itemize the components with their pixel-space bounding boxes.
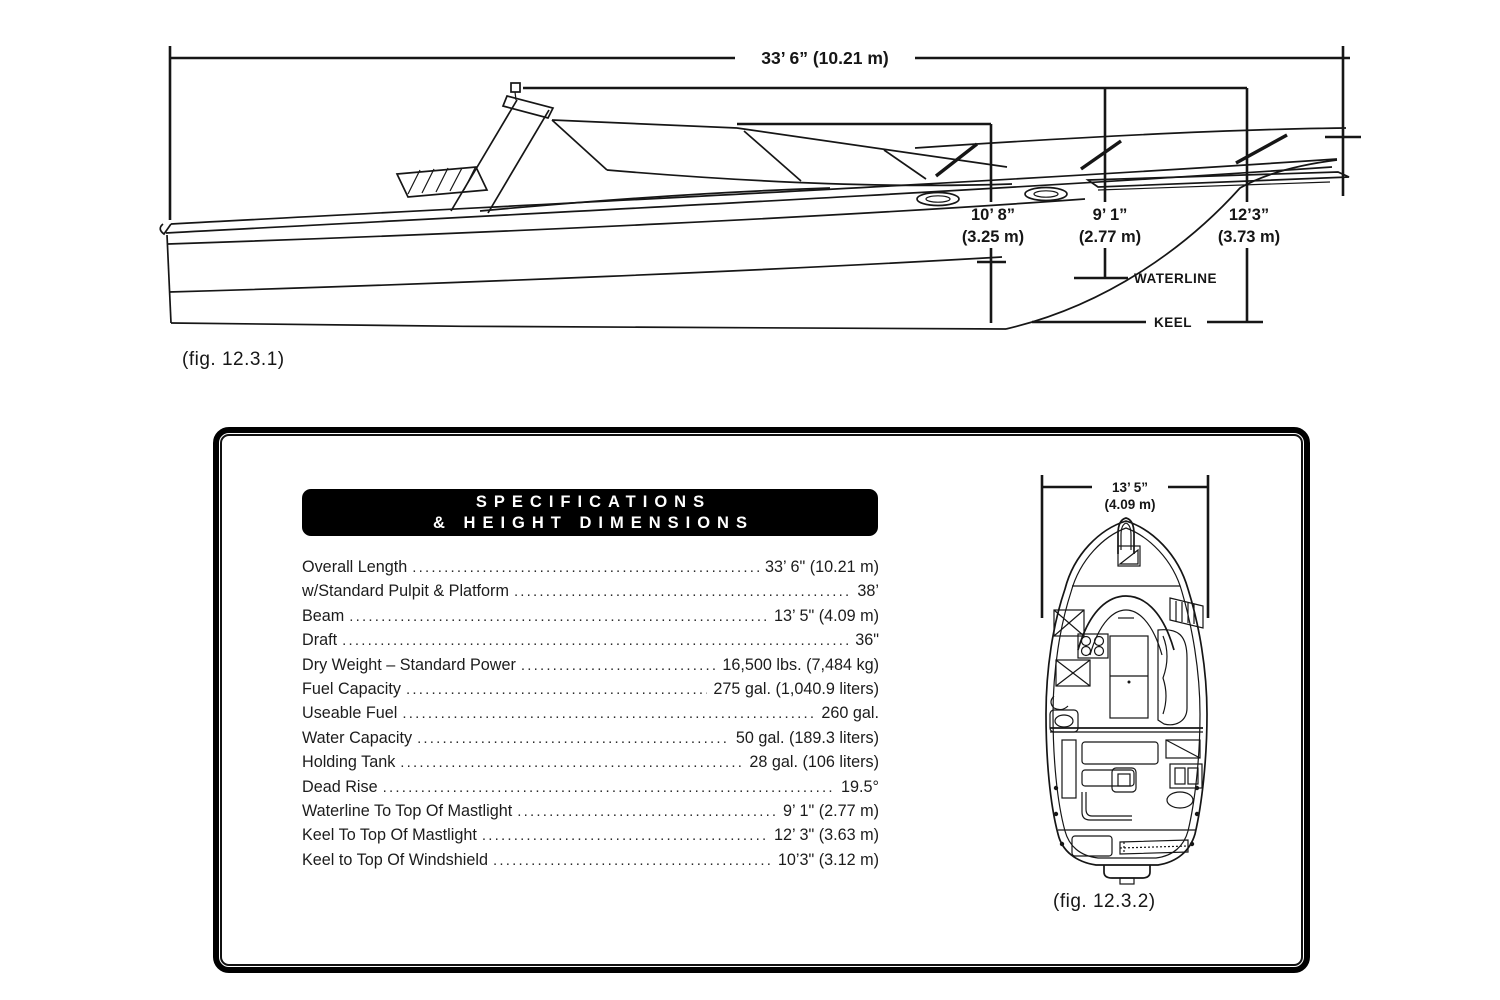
spec-row-label: Useable Fuel xyxy=(302,704,398,723)
spec-row xyxy=(302,778,879,802)
boat-side-view-diagram xyxy=(0,0,1500,400)
top-view-boat-drawing xyxy=(1046,518,1207,884)
spec-row xyxy=(302,729,879,753)
spec-row-dotted-leader xyxy=(514,582,851,601)
spec-row-label: Keel to Top Of Windshield xyxy=(302,850,488,869)
spec-row-dotted-leader xyxy=(406,680,707,699)
spec-row xyxy=(302,631,879,655)
spec-row-dotted-leader xyxy=(349,607,768,626)
spec-row xyxy=(302,656,879,680)
spec-row xyxy=(302,558,879,582)
spec-row-label: w/Standard Pulpit & Platform xyxy=(302,582,509,601)
keel-label: KEEL xyxy=(1154,315,1193,330)
spec-row-value: 50 gal. (189.3 liters) xyxy=(735,728,879,747)
figure-caption-12-3-1: (fig. 12.3.1) xyxy=(182,349,285,370)
spec-row-value: 275 gal. (1,040.9 liters) xyxy=(713,679,879,698)
top-view-dimension-labels xyxy=(1104,480,1155,512)
spec-row-dotted-leader xyxy=(402,704,815,723)
spec-row-label: Water Capacity xyxy=(302,728,413,747)
spec-row xyxy=(302,802,879,826)
arch-height-m-label: (3.25 m) xyxy=(961,228,1025,246)
spec-row xyxy=(302,851,879,875)
spec-row-value: 12’ 3" (3.63 m) xyxy=(773,826,879,845)
spec-row-dotted-leader xyxy=(417,729,730,748)
spec-row xyxy=(302,704,879,728)
spec-row-dotted-leader xyxy=(412,558,759,577)
spec-row-label: Keel To Top Of Mastlight xyxy=(302,826,477,845)
spec-row xyxy=(302,680,879,704)
mast-height-m-label: (2.77 m) xyxy=(1078,228,1142,246)
spec-row-value: 9’ 1" (2.77 m) xyxy=(782,801,879,820)
beam-ft-label: 13’ 5” xyxy=(1111,480,1149,495)
spec-row-value: 36" xyxy=(855,631,879,650)
spec-row-value: 38’ xyxy=(857,582,879,601)
spec-row-label: Overall Length xyxy=(302,558,408,576)
boat-top-view-diagram xyxy=(1020,458,1260,888)
beam-m-label: (4.09 m) xyxy=(1104,497,1156,512)
spec-row-label: Dead Rise xyxy=(302,777,378,796)
spec-row xyxy=(302,582,879,606)
figure-caption-12-3-2: (fig. 12.3.2) xyxy=(1053,891,1156,912)
spec-row-value: 13’ 5" (4.09 m) xyxy=(773,606,879,625)
mast-height-ft-label: 9’ 1” xyxy=(1092,206,1128,224)
spec-row-label: Waterline To Top Of Mastlight xyxy=(302,801,513,820)
spec-row-label: Holding Tank xyxy=(302,753,396,772)
spec-row-dotted-leader xyxy=(400,753,743,772)
waterline-label: WATERLINE xyxy=(1134,271,1217,286)
spec-row-value: 28 gal. (106 liters) xyxy=(749,753,879,772)
keel-mast-m-label: (3.73 m) xyxy=(1217,228,1281,246)
keel-mast-ft-label: 12’3” xyxy=(1228,206,1270,224)
spec-row-value: 33’ 6" (10.21 m) xyxy=(764,558,879,576)
spec-row-dotted-leader xyxy=(342,631,849,650)
spec-row-value: 19.5° xyxy=(841,777,879,796)
spec-row-dotted-leader xyxy=(482,826,768,845)
spec-row-value: 260 gal. xyxy=(821,704,879,723)
specifications-header-line2: & HEIGHT DIMENSIONS xyxy=(433,514,754,532)
specifications-header-line1: SPECIFICATIONS xyxy=(475,493,712,511)
spec-row xyxy=(302,607,879,631)
overall-length-label: 33’ 6” (10.21 m) xyxy=(761,48,889,68)
arch-height-ft-label: 10’ 8” xyxy=(970,206,1016,224)
spec-row-value: 16,500 lbs. (7,484 kg) xyxy=(722,655,879,674)
spec-row-label: Fuel Capacity xyxy=(302,679,401,698)
spec-row-label: Dry Weight – Standard Power xyxy=(302,655,516,674)
spec-row-dotted-leader xyxy=(383,778,835,797)
spec-row xyxy=(302,753,879,777)
spec-row-value: 10’3" (3.12 m) xyxy=(777,850,879,869)
spec-row-dotted-leader xyxy=(521,656,717,675)
spec-row-dotted-leader xyxy=(493,851,772,870)
specifications-header xyxy=(302,489,878,536)
specifications-list xyxy=(302,558,879,875)
side-view-boat-drawing xyxy=(160,83,1349,329)
spec-row-label: Beam xyxy=(302,606,345,625)
spec-row-dotted-leader xyxy=(517,802,777,821)
spec-row xyxy=(302,826,879,850)
spec-row-label: Draft xyxy=(302,631,338,650)
